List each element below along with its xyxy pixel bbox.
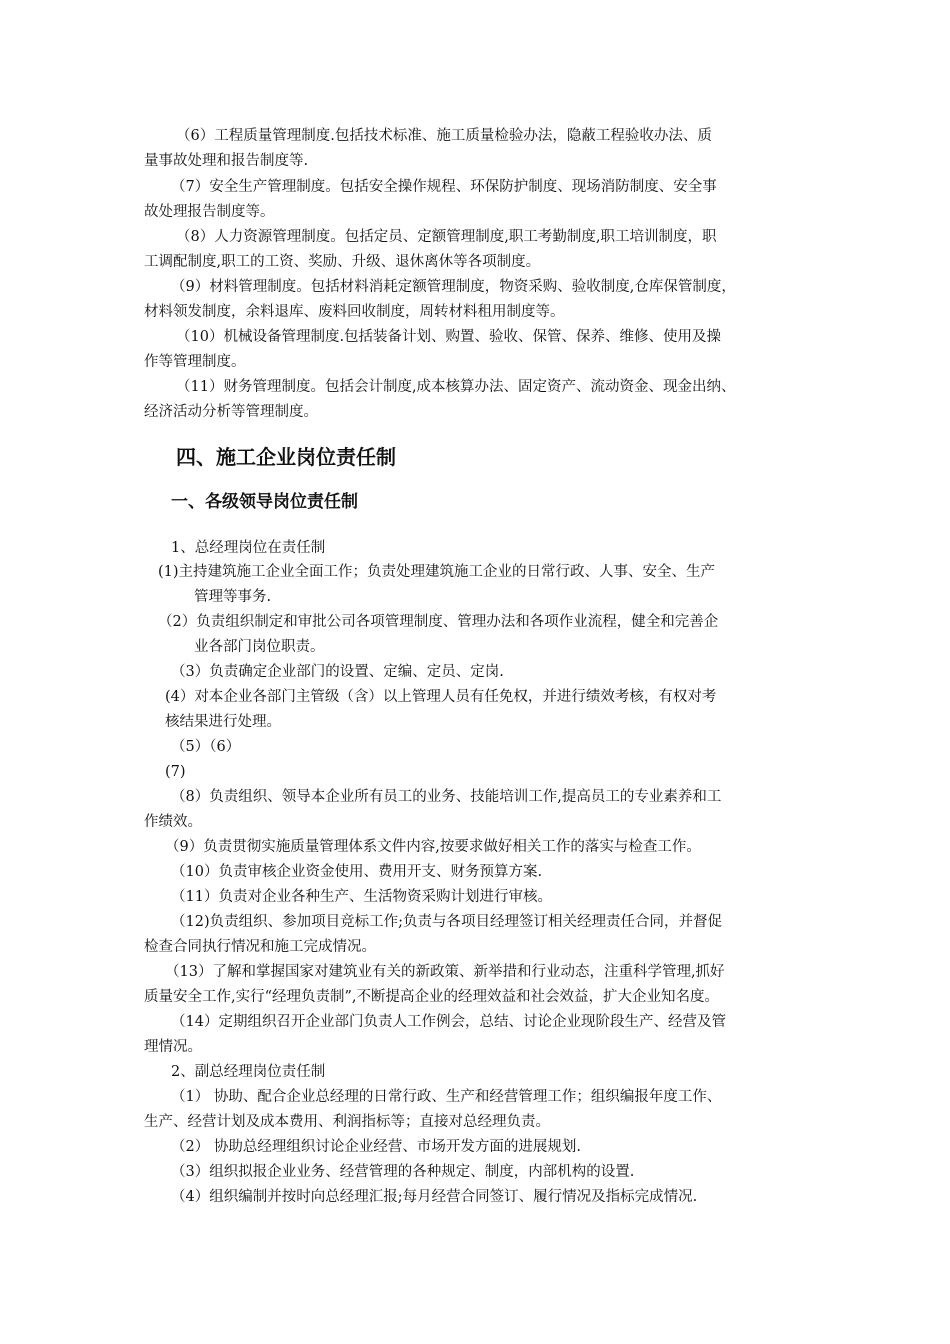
text-line: 经济活动分析等管理制度。 [144, 404, 318, 420]
text-line: （13）了解和掌握国家对建筑业有关的新政策、新举措和行业动态，注重科学管理,抓好 [165, 964, 725, 980]
text-line: （3）组织拟报企业业务、经营管理的各种规定、制度，内部机构的设置. [171, 1164, 635, 1180]
text-line: 业各部门岗位职责。 [194, 639, 325, 655]
text-line: （11）负责对企业各种生产、生活物资采购计划进行审核。 [171, 889, 552, 905]
text-line: 管理等事务. [194, 589, 272, 605]
text-line: (1)主持建筑施工企业全面工作；负责处理建筑施工企业的日常行政、人事、安全、生产 [158, 564, 716, 580]
subsection-heading: 一、各级领导岗位责任制 [171, 492, 358, 512]
text-line: 生产、经营计划及成本费用、利润指标等；直接对总经理负责。 [144, 1114, 550, 1130]
text-line: （6）工程质量管理制度.包括技术标准、施工质量检验办法，隐蔽工程验收办法、质 [176, 128, 712, 144]
text-line: （8）负责组织、领导本企业所有员工的业务、技能培训工作,提高员工的专业素养和工 [171, 789, 722, 805]
text-line: （14）定期组织召开企业部门负责人工作例会，总结、讨论企业现阶段生产、经营及管 [171, 1014, 726, 1030]
text-line: 理情况。 [144, 1039, 202, 1055]
text-line: （10）机械设备管理制度.包括装备计划、购置、验收、保管、保养、维修、使用及操 [176, 329, 722, 345]
text-line: 材料领发制度，余料退库、废料回收制度，周转材料租用制度等。 [144, 304, 565, 320]
text-line: 核结果进行处理。 [165, 714, 281, 730]
text-line: (4）对本企业各部门主管级（含）以上管理人员有任免权，并进行绩效考核，有权对考 [165, 689, 717, 705]
text-line: 2、副总经理岗位责任制 [171, 1064, 326, 1080]
text-line: 工调配制度,职工的工资、奖励、升级、退休离休等各项制度。 [144, 254, 541, 270]
text-line: (7) [165, 764, 186, 780]
text-line: 故处理报告制度等。 [144, 204, 275, 220]
text-line: 1、总经理岗位在责任制 [171, 540, 326, 556]
text-line: （5）（6） [171, 739, 241, 755]
text-line: （2）负责组织制定和审批公司各项管理制度、管理办法和各项作业流程，健全和完善企 [158, 614, 719, 630]
text-line: 检查合同执行情况和施工完成情况。 [144, 939, 376, 955]
text-line: （8）人力资源管理制度。包括定员、定额管理制度,职工考勤制度,职工培训制度，职 [176, 229, 717, 245]
text-line: （1） 协助、配合企业总经理的日常行政、生产和经营管理工作；组织编报年度工作、 [171, 1089, 722, 1105]
text-line: （10）负责审核企业资金使用、费用开支、财务预算方案. [171, 864, 543, 880]
text-line: （3）负责确定企业部门的设置、定编、定员、定岗. [171, 664, 504, 680]
text-line: （7）安全生产管理制度。包括安全操作规程、环保防护制度、现场消防制度、安全事 [171, 179, 717, 195]
text-line: （4）组织编制并按时向总经理汇报;每月经营合同签订、履行情况及指标完成情况. [171, 1189, 698, 1205]
section-heading: 四、施工企业岗位责任制 [176, 445, 396, 469]
text-line: （2） 协助总经理组织讨论企业经营、市场开发方面的进展规划. [171, 1139, 581, 1155]
text-line: 质量安全工作,实行“经理负责制”,不断提高企业的经理效益和社会效益，扩大企业知名度。 [144, 989, 720, 1005]
text-line: （9）负责贯彻实施质量管理体系文件内容,按要求做好相关工作的落实与检查工作。 [165, 839, 701, 855]
text-line: 作绩效。 [144, 814, 202, 830]
text-line: （9）材料管理制度。包括材料消耗定额管理制度，物资采购、验收制度,仓库保管制度， [171, 279, 736, 295]
text-line: （11）财务管理制度。包括会计制度,成本核算办法、固定资产、流动资金、现金出纳、 [176, 379, 736, 395]
text-line: 作等管理制度。 [144, 354, 246, 370]
text-line: （12)负责组织、参加项目竞标工作;负责与各项目经理签订相关经理责任合同，并督促 [171, 914, 722, 930]
text-line: 量事故处理和报告制度等. [144, 153, 309, 169]
